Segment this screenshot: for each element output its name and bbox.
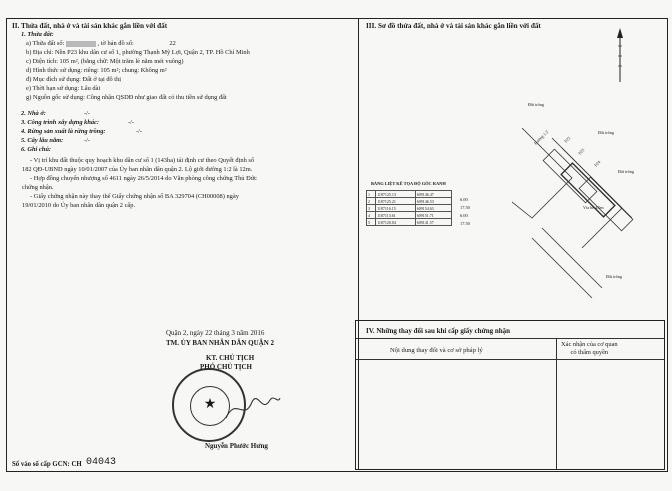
table-divider xyxy=(356,338,664,339)
note-line: - Giấy chứng nhận này thay thế Giấy chứng nhận số BA 329704 (CH00008) ngày xyxy=(30,193,239,200)
s3-value: -/- xyxy=(128,119,135,126)
table-cell: 2 xyxy=(367,198,376,205)
section-ii-title: II. Thửa đất, nhà ở và tài sản khác gắn liền với đất xyxy=(12,22,168,30)
column-divider xyxy=(556,338,557,469)
redacted-block xyxy=(66,41,96,47)
coord-table-title: BẢNG LIỆT KÊ TỌA ĐỘ GÓC RANH xyxy=(371,181,446,186)
note-line: 19/01/2010 do Ủy ban nhân dân quận 2 cấp. xyxy=(22,202,136,209)
table-cell: 4 xyxy=(367,212,376,219)
map-label: , tờ bản đồ số: xyxy=(97,40,134,47)
table-cell: 609146.47 xyxy=(415,191,451,198)
parcel-sketch xyxy=(512,88,662,308)
table-cell: 609146.53 xyxy=(415,198,451,205)
s2-title: 2. Nhà ở: xyxy=(21,110,46,117)
map-label: P24 xyxy=(593,159,602,168)
map-number: 22 xyxy=(169,40,176,47)
s5-title: 5. Cây lâu năm: xyxy=(21,137,64,144)
s2-value: -/- xyxy=(84,110,91,117)
signature-scribble xyxy=(222,388,282,428)
length-label: 6.00 xyxy=(460,213,468,218)
coord-table xyxy=(366,190,452,226)
address-line: b) Địa chỉ: Nền P23 khu dân cư số 1, phường Thạnh Mỹ Lợi, Quận 2, TP. Hồ Chí Minh xyxy=(26,49,250,56)
section-iv-title: IV. Những thay đổi sau khi cấp giấy chứng nhận xyxy=(366,327,511,335)
north-arrow-icon xyxy=(610,26,630,86)
role-line-2: PHÓ CHỦ TỊCH xyxy=(200,363,252,371)
role-line-1: KT. CHỦ TỊCH xyxy=(206,354,255,362)
star-icon: ★ xyxy=(203,397,217,412)
length-label: 17.50 xyxy=(460,205,470,210)
map-label: Vỉa hè 4.0m xyxy=(583,205,604,210)
map-label: P22 xyxy=(563,135,572,144)
table-cell: 1187125.13 xyxy=(376,191,416,198)
table-row xyxy=(367,212,452,219)
area-line: c) Diện tích: 105 m², (bằng chữ: Một trăm lẻ năm mét vuông) xyxy=(26,58,184,65)
s1-title: 1. Thửa đất: xyxy=(21,31,54,38)
table-row xyxy=(367,191,452,198)
register-number-label: Số vào sổ cấp GCN: CH xyxy=(12,461,82,468)
map-label: Đất trống xyxy=(618,169,634,174)
s5-value: -/- xyxy=(84,137,91,144)
length-label: 17.50 xyxy=(460,221,470,226)
authority-header xyxy=(561,341,618,357)
authority-header-line-1: Xác nhận của cơ quan xyxy=(561,341,618,348)
table-cell: 1 xyxy=(367,191,376,198)
table-cell: 1187113.61 xyxy=(376,212,416,219)
map-label: P23 xyxy=(577,147,586,156)
note-line: - Hợp đồng chuyển nhượng số 4611 ngày 26/5/2014 do Văn phòng công chứng Thủ Đức xyxy=(30,175,258,182)
s3-title: 3. Công trình xây dựng khác: xyxy=(21,119,100,126)
table-divider xyxy=(356,359,664,360)
table-cell: 3 xyxy=(367,205,376,212)
map-label: Đất trống xyxy=(528,102,544,107)
s4-value: -/- xyxy=(136,128,143,135)
note-line: chứng nhận. xyxy=(22,184,54,191)
note-line: 182 QĐ-UBND ngày 10/01/2007 của Ủy ban nhân dân quận 2. Lộ giới đường 1:2 là 12m. xyxy=(22,166,253,173)
map-label: Đất trống xyxy=(606,274,622,279)
parcel-number-line xyxy=(26,40,176,47)
table-cell: 1187116.15 xyxy=(376,205,416,212)
date-line: Quận 2, ngày 22 tháng 3 năm 2016 xyxy=(166,329,265,337)
table-cell: 609141.57 xyxy=(415,219,451,226)
s4-title: 4. Rừng sản xuất là rừng trồng: xyxy=(21,128,106,135)
note-line: - Vị trí khu đất thuộc quy hoạch khu dân cư số 1 (143ha) tái định cư theo Quyết định số xyxy=(30,157,255,164)
table-cell: 609151.71 xyxy=(415,212,451,219)
origin-line: g) Nguồn gốc sử dụng: Công nhận QSDĐ như giao đất có thu tiền sử dụng đất xyxy=(26,94,227,101)
register-number: 04043 xyxy=(86,457,117,468)
table-row xyxy=(367,198,452,205)
table-cell: 609154.63 xyxy=(415,205,451,212)
usage-form-line: d) Hình thức sử dụng: riêng: 105 m²; chung: Không m² xyxy=(26,67,167,74)
map-label: Đường 1:2 xyxy=(532,129,550,146)
length-label: 6.00 xyxy=(460,197,468,202)
table-row xyxy=(367,205,452,212)
change-content-header: Nội dung thay đổi và cơ sở pháp lý xyxy=(390,347,483,354)
table-row xyxy=(367,219,452,226)
section-iv-box xyxy=(355,320,665,470)
parcel-label: a) Thửa đất số: xyxy=(26,40,65,47)
signer-name: Nguyễn Phước Hưng xyxy=(205,442,268,450)
purpose-line: đ) Mục đích sử dụng: Đất ở tại đô thị xyxy=(26,76,122,83)
s6-title: 6. Ghi chú: xyxy=(21,146,52,153)
authority-header-line-2: có thẩm quyền xyxy=(570,349,609,356)
term-line: e) Thời hạn sử dụng: Lâu dài xyxy=(26,85,101,92)
table-cell: 1187120.04 xyxy=(376,219,416,226)
table-cell: 5 xyxy=(367,219,376,226)
map-label: Đất trống xyxy=(598,130,614,135)
section-iii-title: III. Sơ đồ thửa đất, nhà ở và tài sản khác gắn liền với đất xyxy=(366,22,541,30)
issuing-body: TM. ỦY BAN NHÂN DÂN QUẬN 2 xyxy=(166,339,275,347)
table-cell: 1187125.21 xyxy=(376,198,416,205)
